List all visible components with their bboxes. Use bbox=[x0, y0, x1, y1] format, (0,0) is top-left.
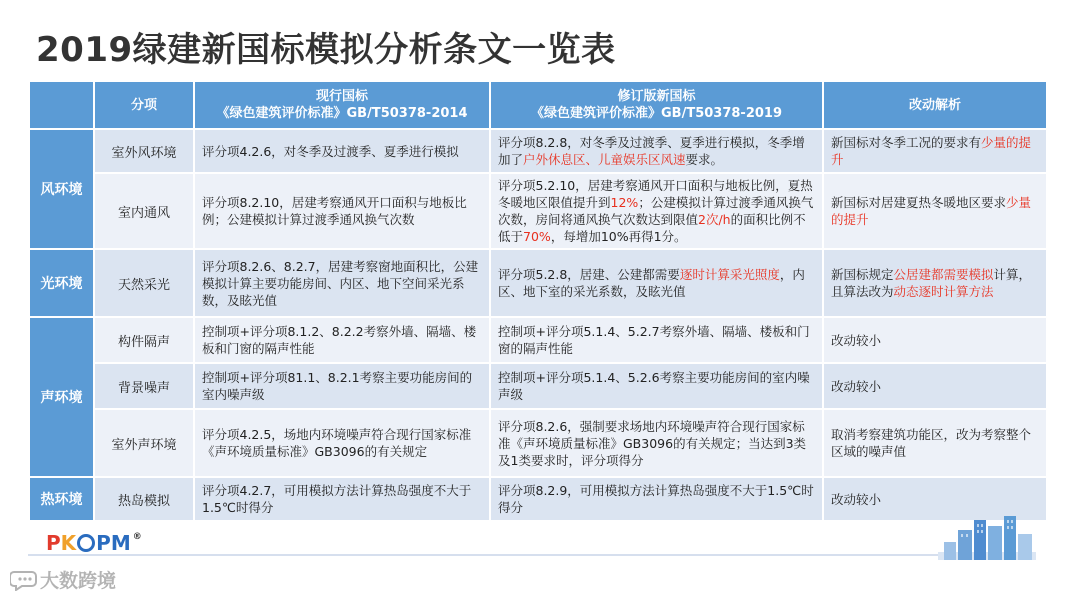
row-new: 评分项8.2.6，强制要求场地内环境噪声符合现行国家标准《声环境质量标准》GB3096的有关规定；当达到3类及1类要求时，评分项得分 bbox=[490, 409, 823, 477]
row-analysis-text: 新国标规定 bbox=[831, 267, 894, 282]
header-category bbox=[29, 81, 94, 129]
row-old: 评分项8.2.10，居建考察通风开口面积与地板比例；公建模拟计算过渡季通风换气次数 bbox=[194, 173, 490, 249]
row-new-highlight: 70% bbox=[523, 229, 551, 244]
table-row bbox=[29, 409, 1047, 477]
group-wind: 风环境 bbox=[29, 129, 94, 249]
row-new-text: 的面积比例不低于 bbox=[498, 212, 806, 244]
row-item: 热岛模拟 bbox=[94, 477, 194, 521]
row-old: 评分项8.2.6、8.2.7，居建考察窗地面积比，公建模拟计算主要功能房间、内区、地下空间采光系数，及眩光值 bbox=[194, 249, 490, 317]
row-analysis-highlight: 少量的提升 bbox=[831, 195, 1032, 227]
header-analysis: 改动解析 bbox=[823, 81, 1047, 129]
chat-bubble-icon bbox=[10, 569, 40, 591]
page-title: 2019绿建新国标模拟分析条文一览表 bbox=[36, 30, 616, 70]
row-new: 评分项8.2.9，可用模拟方法计算热岛强度不大于1.5℃时得分 bbox=[490, 477, 823, 521]
row-new-highlight: 12% bbox=[610, 195, 639, 210]
header-item: 分项 bbox=[94, 81, 194, 129]
row-analysis bbox=[823, 249, 1047, 317]
row-new-text: ，内区、地下室的采光系数，及眩光值 bbox=[498, 267, 805, 299]
table-row bbox=[29, 249, 1047, 317]
logo-letter-p: P bbox=[46, 531, 61, 555]
row-item: 室外风环境 bbox=[94, 129, 194, 173]
table-row bbox=[29, 317, 1047, 363]
footer-divider bbox=[28, 554, 968, 556]
group-sound: 声环境 bbox=[29, 317, 94, 477]
row-new-text: 评分项5.2.10，居建考察通风开口面积与地板比例，夏热冬暖地区限值提升到 bbox=[498, 178, 813, 210]
row-new bbox=[490, 129, 823, 173]
row-analysis-text: 新国标对居建夏热冬暖地区要求 bbox=[831, 195, 1007, 210]
row-analysis: 改动较小 bbox=[823, 477, 1047, 521]
row-analysis bbox=[823, 173, 1047, 249]
header-new-line2: 《绿色建筑评价标准》GB/T50378-2019 bbox=[531, 106, 782, 121]
table-row bbox=[29, 173, 1047, 249]
row-item: 天然采光 bbox=[94, 249, 194, 317]
row-analysis-highlight: 动态逐时计算方法 bbox=[893, 284, 994, 299]
row-new bbox=[490, 173, 823, 249]
row-analysis-highlight: 公居建都需要模拟 bbox=[893, 267, 994, 282]
logo-registered-mark: ® bbox=[132, 532, 142, 542]
header-old-standard bbox=[194, 81, 490, 129]
row-old: 控制项+评分项81.1、8.2.1考察主要功能房间的室内噪声级 bbox=[194, 363, 490, 409]
logo-ring-icon bbox=[77, 534, 95, 552]
row-new: 控制项+评分项5.1.4、5.2.6考察主要功能房间的室内噪声级 bbox=[490, 363, 823, 409]
row-new-highlight: 逐时计算采光照度 bbox=[679, 267, 780, 282]
row-analysis: 改动较小 bbox=[823, 317, 1047, 363]
row-old: 评分项4.2.6，对冬季及过渡季、夏季进行模拟 bbox=[194, 129, 490, 173]
row-new-text: ，每增加10%再得1分。 bbox=[550, 229, 687, 244]
row-analysis: 取消考察建筑功能区，改为考察整个区域的噪声值 bbox=[823, 409, 1047, 477]
row-new: 控制项+评分项5.1.4、5.2.7考察外墙、隔墙、楼板和门窗的隔声性能 bbox=[490, 317, 823, 363]
table-header-row bbox=[29, 81, 1047, 129]
pkpm-logo bbox=[46, 532, 142, 554]
watermark-text: 大数跨境 bbox=[40, 570, 117, 592]
group-light: 光环境 bbox=[29, 249, 94, 317]
header-new-standard bbox=[490, 81, 823, 129]
row-analysis: 改动较小 bbox=[823, 363, 1047, 409]
row-analysis-text: 计算，且算法改为 bbox=[831, 267, 1032, 299]
row-new-text: 评分项8.2.8，对冬季及过渡季、夏季进行模拟，冬季增加了 bbox=[498, 135, 805, 167]
row-item: 背景噪声 bbox=[94, 363, 194, 409]
header-old-line2: 《绿色建筑评价标准》GB/T50378-2014 bbox=[216, 106, 468, 121]
table-row bbox=[29, 363, 1047, 409]
row-new-text: 要求。 bbox=[685, 152, 724, 167]
row-new-highlight: 户外休息区、儿童娱乐区风速 bbox=[523, 152, 686, 167]
row-new-text: 评分项5.2.8，居建、公建都需要 bbox=[498, 267, 680, 282]
row-analysis bbox=[823, 129, 1047, 173]
header-old-line1: 现行国标 bbox=[315, 89, 368, 104]
row-old: 评分项4.2.5，场地内环境噪声符合现行国家标准《声环境质量标准》GB3096的有关规定 bbox=[194, 409, 490, 477]
row-old: 控制项+评分项8.1.2、8.2.2考察外墙、隔墙、楼板和门窗的隔声性能 bbox=[194, 317, 490, 363]
row-new bbox=[490, 249, 823, 317]
group-heat: 热环境 bbox=[29, 477, 94, 521]
row-item: 室外声环境 bbox=[94, 409, 194, 477]
watermark bbox=[10, 566, 116, 593]
logo-letter-k: K bbox=[60, 531, 77, 555]
row-analysis-highlight: 少量的提升 bbox=[831, 135, 1032, 167]
row-item: 室内通风 bbox=[94, 173, 194, 249]
buildings-illustration-icon bbox=[938, 512, 1036, 560]
row-item: 构件隔声 bbox=[94, 317, 194, 363]
row-new-text: ；公建模拟计算过渡季通风换气次数，房间将通风换气次数达到限值 bbox=[498, 195, 814, 227]
row-new-highlight: 2次/h bbox=[698, 212, 731, 227]
table-row bbox=[29, 477, 1047, 521]
header-new-line1: 修订版新国标 bbox=[617, 89, 696, 104]
comparison-table bbox=[28, 80, 1048, 522]
table-row bbox=[29, 129, 1047, 173]
row-analysis-text: 新国标对冬季工况的要求有 bbox=[831, 135, 982, 150]
logo-letters-pm: PM bbox=[96, 531, 131, 555]
row-old: 评分项4.2.7，可用模拟方法计算热岛强度不大于1.5℃时得分 bbox=[194, 477, 490, 521]
